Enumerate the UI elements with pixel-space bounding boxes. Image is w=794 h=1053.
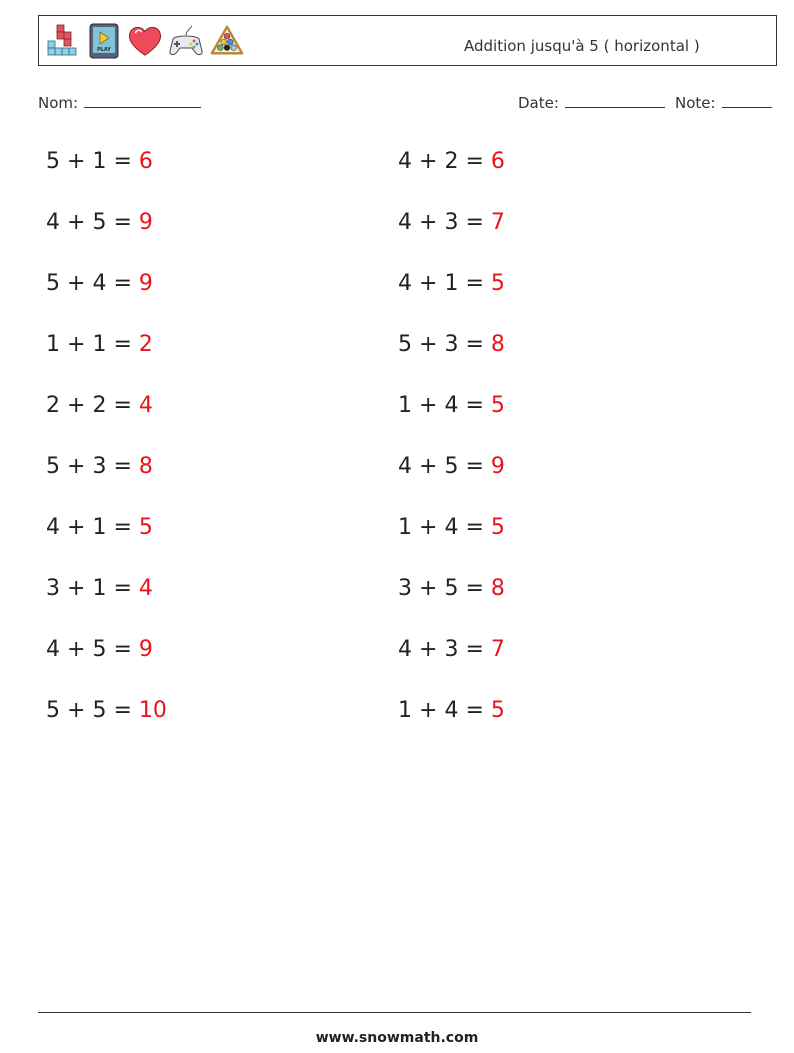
problem-operator: + bbox=[67, 332, 86, 357]
problem-operand-a: 4 bbox=[46, 210, 60, 235]
problem-equals: = bbox=[113, 454, 132, 479]
problem-operand-b: 4 bbox=[92, 271, 107, 296]
worksheet-title: Addition jusqu'à 5 ( horizontal ) bbox=[464, 37, 700, 55]
game-controller-icon bbox=[168, 22, 204, 60]
problem-item bbox=[398, 206, 505, 240]
problem-answer: 7 bbox=[490, 210, 505, 235]
problem-equals: = bbox=[113, 271, 132, 296]
problem-answer: 5 bbox=[490, 698, 505, 723]
problem-answer: 5 bbox=[490, 393, 505, 418]
problem-answer: 4 bbox=[138, 393, 153, 418]
problem-operator: + bbox=[67, 515, 86, 540]
problem-operand-a: 1 bbox=[398, 393, 412, 418]
problem-answer: 9 bbox=[138, 637, 153, 662]
problem-operand-a: 4 bbox=[398, 149, 412, 174]
problem-item bbox=[398, 511, 505, 545]
problem-equals: = bbox=[113, 698, 132, 723]
problem-operator: + bbox=[419, 576, 438, 601]
problem-answer: 6 bbox=[490, 149, 505, 174]
problem-equals: = bbox=[113, 637, 132, 662]
problem-operand-b: 3 bbox=[444, 332, 459, 357]
problem-operator: + bbox=[67, 637, 86, 662]
problem-operand-b: 5 bbox=[444, 454, 459, 479]
problem-operator: + bbox=[419, 210, 438, 235]
name-label: Nom: bbox=[38, 94, 79, 112]
problem-answer: 8 bbox=[490, 576, 505, 601]
problem-equals: = bbox=[465, 271, 484, 296]
problem-item bbox=[398, 145, 505, 179]
problem-operator: + bbox=[419, 698, 438, 723]
problem-operator: + bbox=[67, 576, 86, 601]
problem-operand-a: 1 bbox=[398, 515, 412, 540]
problem-operand-b: 5 bbox=[444, 576, 459, 601]
name-field bbox=[38, 92, 201, 113]
problem-operand-a: 4 bbox=[398, 637, 412, 662]
problem-item bbox=[398, 389, 505, 423]
problem-item bbox=[46, 572, 153, 606]
problem-equals: = bbox=[113, 393, 132, 418]
problem-operand-a: 5 bbox=[46, 149, 60, 174]
problem-equals: = bbox=[465, 210, 484, 235]
problem-operator: + bbox=[419, 332, 438, 357]
problem-answer: 6 bbox=[138, 149, 153, 174]
problem-item bbox=[398, 633, 505, 667]
problem-operator: + bbox=[67, 698, 86, 723]
problem-item bbox=[398, 267, 505, 301]
problem-equals: = bbox=[465, 332, 484, 357]
problem-equals: = bbox=[465, 149, 484, 174]
problem-operand-a: 4 bbox=[46, 637, 60, 662]
problem-equals: = bbox=[113, 332, 132, 357]
problem-operand-b: 1 bbox=[92, 515, 107, 540]
problem-item bbox=[46, 267, 153, 301]
problem-operand-b: 5 bbox=[92, 698, 107, 723]
problem-item bbox=[46, 511, 153, 545]
problem-answer: 9 bbox=[490, 454, 505, 479]
problem-operand-a: 5 bbox=[46, 698, 60, 723]
problem-answer: 8 bbox=[490, 332, 505, 357]
problem-operand-a: 5 bbox=[46, 454, 60, 479]
problem-operand-b: 4 bbox=[444, 698, 459, 723]
problem-answer: 9 bbox=[138, 210, 153, 235]
problem-item bbox=[46, 145, 153, 179]
problem-item bbox=[46, 450, 153, 484]
problem-operand-b: 1 bbox=[92, 149, 107, 174]
worksheet-header bbox=[38, 15, 777, 66]
problem-operand-b: 5 bbox=[92, 210, 107, 235]
date-blank-line[interactable] bbox=[565, 92, 665, 108]
tablet-play-icon bbox=[86, 22, 122, 60]
problem-operand-b: 3 bbox=[444, 210, 459, 235]
note-blank-line[interactable] bbox=[722, 92, 772, 108]
problem-operator: + bbox=[67, 454, 86, 479]
problem-answer: 2 bbox=[138, 332, 153, 357]
problem-operator: + bbox=[67, 393, 86, 418]
footer-url: www.snowmath.com bbox=[315, 1030, 479, 1046]
problem-operand-a: 5 bbox=[398, 332, 412, 357]
problem-operator: + bbox=[67, 210, 86, 235]
problem-item bbox=[398, 328, 505, 362]
problem-equals: = bbox=[113, 576, 132, 601]
problem-answer: 5 bbox=[490, 271, 505, 296]
problem-equals: = bbox=[113, 149, 132, 174]
problem-operand-a: 1 bbox=[46, 332, 60, 357]
problem-operand-b: 5 bbox=[92, 637, 107, 662]
problem-operand-a: 3 bbox=[46, 576, 60, 601]
problem-equals: = bbox=[113, 515, 132, 540]
problem-operand-b: 1 bbox=[92, 576, 107, 601]
problem-item bbox=[398, 572, 505, 606]
problem-equals: = bbox=[465, 454, 484, 479]
problem-answer: 8 bbox=[138, 454, 153, 479]
problem-item bbox=[398, 694, 505, 728]
problem-answer: 10 bbox=[138, 698, 167, 723]
problem-equals: = bbox=[465, 576, 484, 601]
header-icons bbox=[45, 21, 250, 61]
problem-item bbox=[398, 450, 505, 484]
problem-operand-a: 3 bbox=[398, 576, 412, 601]
footer-divider bbox=[38, 1012, 751, 1013]
problem-operand-a: 4 bbox=[46, 515, 60, 540]
tetris-blocks-icon bbox=[45, 22, 81, 60]
billiard-rack-icon bbox=[209, 22, 245, 60]
problem-answer: 4 bbox=[138, 576, 153, 601]
problem-operator: + bbox=[419, 149, 438, 174]
problem-item bbox=[46, 206, 153, 240]
problem-equals: = bbox=[465, 637, 484, 662]
problem-operand-a: 5 bbox=[46, 271, 60, 296]
problem-operand-b: 4 bbox=[444, 393, 459, 418]
problem-operand-b: 2 bbox=[92, 393, 107, 418]
problem-equals: = bbox=[465, 515, 484, 540]
problem-operator: + bbox=[419, 454, 438, 479]
tablet-play-label: PLAY bbox=[97, 47, 111, 53]
problem-operand-a: 4 bbox=[398, 454, 412, 479]
problem-item bbox=[46, 328, 153, 362]
problem-operand-b: 3 bbox=[444, 637, 459, 662]
problem-operator: + bbox=[67, 149, 86, 174]
problem-answer: 5 bbox=[138, 515, 153, 540]
problem-operand-b: 1 bbox=[444, 271, 459, 296]
problem-operator: + bbox=[419, 393, 438, 418]
problem-operator: + bbox=[67, 271, 86, 296]
problem-answer: 5 bbox=[490, 515, 505, 540]
problem-equals: = bbox=[465, 698, 484, 723]
date-field bbox=[518, 92, 665, 113]
problem-item bbox=[46, 633, 153, 667]
note-field bbox=[675, 92, 772, 113]
note-label: Note: bbox=[675, 94, 716, 112]
problem-operand-a: 1 bbox=[398, 698, 412, 723]
problem-operand-b: 3 bbox=[92, 454, 107, 479]
problem-operand-a: 4 bbox=[398, 210, 412, 235]
problem-answer: 7 bbox=[490, 637, 505, 662]
problem-equals: = bbox=[465, 393, 484, 418]
problem-operand-b: 2 bbox=[444, 149, 459, 174]
problem-operand-b: 4 bbox=[444, 515, 459, 540]
problem-operator: + bbox=[419, 637, 438, 662]
problem-operand-a: 2 bbox=[46, 393, 60, 418]
problem-answer: 9 bbox=[138, 271, 153, 296]
heart-icon bbox=[127, 22, 163, 60]
problem-operator: + bbox=[419, 515, 438, 540]
problem-item bbox=[46, 694, 167, 728]
problem-item bbox=[46, 389, 153, 423]
problem-equals: = bbox=[113, 210, 132, 235]
problem-operand-b: 1 bbox=[92, 332, 107, 357]
problem-operator: + bbox=[419, 271, 438, 296]
name-blank-line[interactable] bbox=[84, 92, 201, 108]
problem-operand-a: 4 bbox=[398, 271, 412, 296]
date-label: Date: bbox=[518, 94, 559, 112]
